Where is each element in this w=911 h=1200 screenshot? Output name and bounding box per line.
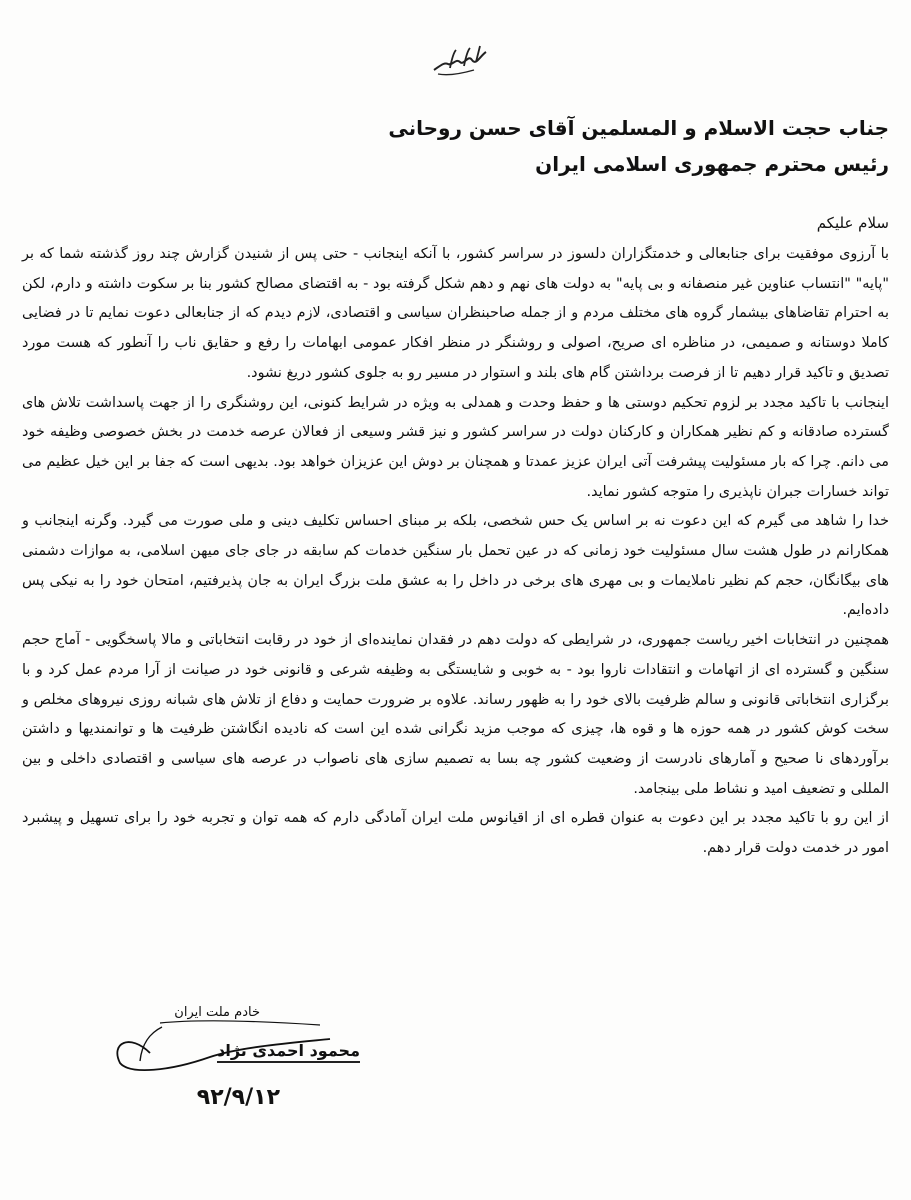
greeting: سلام علیکم: [816, 214, 889, 232]
paragraph-4: همچنین در انتخابات اخیر ریاست جمهوری، در شرایطی که دولت دهم در فقدان نماینده‌ای از خود در رقابت انتخاباتی و مالا پاسخگویی - آماج حجم سنگین و گسترده ای از اتهامات و انتقادات ناروا بود - به خوبی و شایستگی به وظیفه شرعی و قانونی خود در صیانت از آرا مردم عمل کرد و با برگزاری انتخاباتی قانونی و سالم ظرفیت بالای خود را به ظهور رساند. علاوه بر ضرورت حمایت و دفاع از تلاش های شبانه روزی نیروهای مخلص و سخت کوش کشور در همه حوزه ها و قوه ها، چیزی که موجب مزید نگرانی شده این است که نادیده انگاشتن ظرفیت ها و توانمندیها و داشتن برآوردهای نا صحیح و آمارهای نادرست از وضعیت کشور چه بسا به تصمیم سازی های ناصواب در عرصه های سیاسی و اقتصادی داخلی و بین المللی و تضعیف امید و نشاط ملی بینجامد.: [22, 632, 889, 797]
bismillah-calligraphy: [430, 40, 490, 80]
paragraph-5: از این رو با تاکید مجدد بر این دعوت به عنوان قطره ای از اقیانوس ملت ایران آمادگی دارم که همه توان و تجربه خود را برای تسهیل و پیشبرد امور در خدمت دولت قرار دهم.: [22, 810, 889, 857]
closing-phrase: خادم ملت ایران: [174, 1005, 260, 1020]
signature-block: [90, 1005, 370, 1145]
addressee-line-2: رئیس محترم جمهوری اسلامی ایران: [535, 152, 889, 176]
letter-body: [22, 240, 889, 864]
signatory-name: محمود احمدی نژاد: [217, 1041, 360, 1063]
paragraph-3: خدا را شاهد می گیرم که این دعوت نه بر اساس یک حس شخصی، بلکه بر مبنای احساس تکلیف دینی و ملی صورت می گیرد. وگرنه اینجانب و همکارانم در طول هشت سال مسئولیت خود زمانی که در عین تحمل بار سنگین خدمات کم سابقه در جای جای میهن اسلامی، به موازات دشمنی های بیگانگان، حجم کم نظیر ناملایمات و بی مهری های برخی در داخل را به عشق ملت بزرگ ایران به جان پذیرفتیم، امتحان خود را به نیکی پس داده‌ایم.: [22, 513, 889, 619]
addressee-line-1: جناب حجت الاسلام و المسلمین آقای حسن روحانی: [388, 116, 889, 140]
signature-date: ۹۲/۹/۱۲: [196, 1085, 280, 1110]
addressee: [189, 110, 889, 182]
bismillah-calligraphy-icon: [430, 40, 490, 80]
paragraph-1: با آرزوی موفقیت برای جنابعالی و خدمتگزاران دلسوز در سراسر کشور، با آنکه اینجانب - حتی پس از شنیدن گزارش چند روز گذشته شما که بر "پایه" "انتساب عناوین غیر منصفانه و بی پایه" به دولت های نهم و دهم شکل گرفته بود - به اقتضای مصالح کشور بنا بر سکوت داشته و دارم، لکن به احترام تقاضاهای بیشمار گروه های مختلف مردم و از جمله صاحبنظران سیاسی و اقتصادی، لازم دیدم که از جنابعالی دعوت نمایم تا در فضایی کاملا دوستانه و صمیمی، در مناظره ای صریح، اصولی و روشنگر در منظر افکار عمومی ابهامات را رفع و حقایق ناب را آنطور که هست مورد تصدیق و تاکید قرار دهیم تا از فرصت برداشتن گام های بلند و استوار در مسیر رو به جلوی کشور دریغ نشود.: [22, 246, 889, 381]
paragraph-2: اینجانب با تاکید مجدد بر لزوم تحکیم دوستی ها و حفظ وحدت و همدلی به ویژه در شرایط کنونی، این روشنگری را از جهت پاسداشت تلاش های گسترده صادقانه و کم نظیر همکاران و کارکنان دولت در سراسر کشور و نیز قشر وسیعی از فعالان عرصه خدمت در بخش خصوصی وظیفه خود می دانم. چرا که بار مسئولیت پیشرفت آتی ایران عزیز عمدتا و همچنان بر دوش این عزیزان خواهد بود. بدیهی است که جفا بر این خیل عظیم می تواند خسارات جبران ناپذیری را متوجه کشور نماید.: [22, 394, 889, 500]
